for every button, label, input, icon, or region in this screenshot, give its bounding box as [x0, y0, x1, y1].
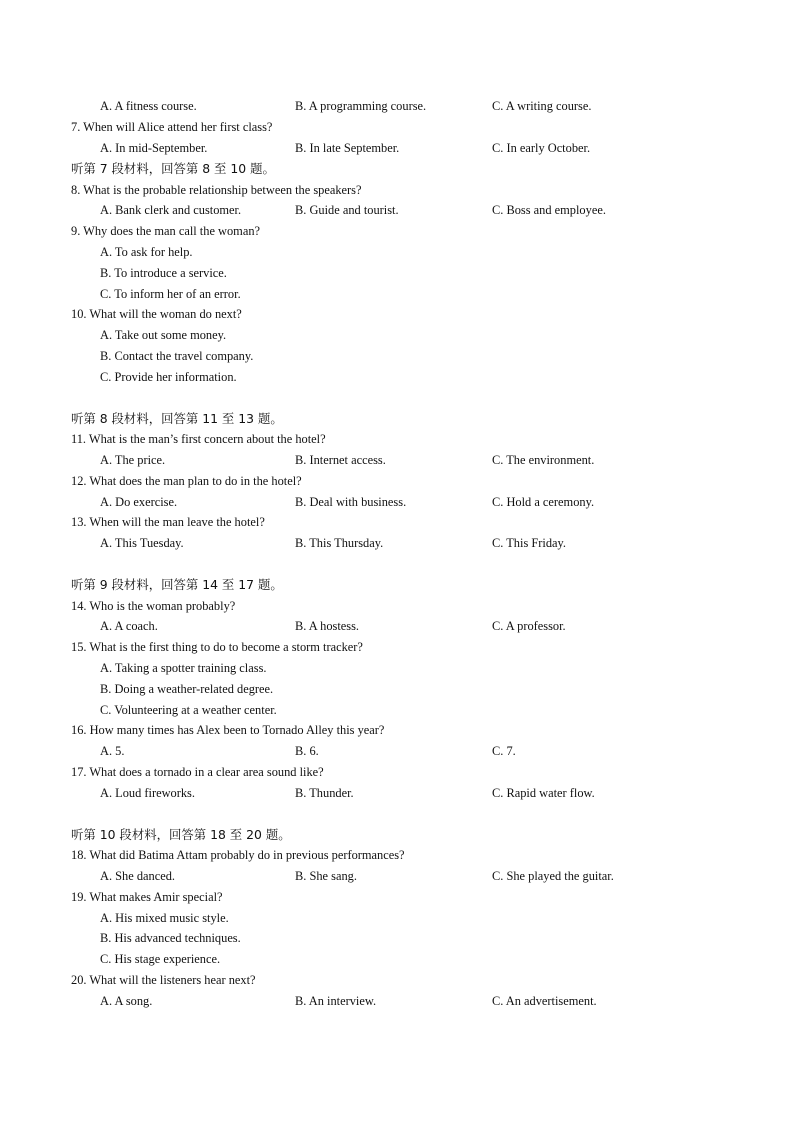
question-text: 17. What does a tornado in a clear area sound like?: [71, 765, 324, 779]
option-a: A. 5.: [100, 744, 125, 758]
option-line: [0, 949, 794, 969]
answer-option: B. Contact the travel company.: [100, 349, 254, 363]
option-c: C. She played the guitar.: [492, 869, 614, 883]
answer-option: C. His stage experience.: [100, 952, 221, 966]
option-c: C. Hold a ceremony.: [492, 495, 595, 509]
options-row: [0, 450, 794, 470]
option-b: B. This Thursday.: [295, 536, 384, 550]
section-line: [0, 159, 794, 179]
option-line: [0, 263, 794, 283]
question-line: [0, 596, 794, 616]
question-line: [0, 304, 794, 324]
question-text: 13. When will the man leave the hotel?: [71, 515, 265, 529]
question-line: [0, 471, 794, 491]
option-c: C. Boss and employee.: [492, 203, 606, 217]
question-line: [0, 970, 794, 990]
options-row: [0, 991, 794, 1011]
answer-option: B. To introduce a service.: [100, 266, 227, 280]
answer-option: B. Doing a weather-related degree.: [100, 682, 274, 696]
option-b: B. 6.: [295, 744, 319, 758]
option-b: B. In late September.: [295, 141, 400, 155]
option-line: [0, 284, 794, 304]
options-row: [0, 783, 794, 803]
options-row: [0, 138, 794, 158]
question-line: [0, 845, 794, 865]
question-text: 7. When will Alice attend her first class?: [71, 120, 273, 134]
option-line: [0, 700, 794, 720]
option-c: C. Rapid water flow.: [492, 786, 595, 800]
question-text: 11. What is the man’s first concern about the hotel?: [71, 432, 326, 446]
option-b: B. Internet access.: [295, 453, 386, 467]
question-text: 8. What is the probable relationship between the speakers?: [71, 183, 362, 197]
option-a: A. In mid-September.: [100, 141, 208, 155]
question-text: 10. What will the woman do next?: [71, 307, 242, 321]
answer-option: A. Take out some money.: [100, 328, 227, 342]
option-a: A. A coach.: [100, 619, 158, 633]
option-b: B. An interview.: [295, 994, 377, 1008]
options-row: [0, 741, 794, 761]
option-c: C. A writing course.: [492, 99, 592, 113]
option-b: B. Thunder.: [295, 786, 354, 800]
answer-option: A. His mixed music style.: [100, 911, 229, 925]
option-line: [0, 908, 794, 928]
answer-option: A. Taking a spotter training class.: [100, 661, 267, 675]
question-text: 18. What did Batima Attam probably do in previous performances?: [71, 848, 405, 862]
answer-option: C. To inform her of an error.: [100, 287, 241, 301]
options-row: [0, 533, 794, 553]
option-b: B. Deal with business.: [295, 495, 407, 509]
option-c: C. 7.: [492, 744, 516, 758]
options-row: [0, 96, 794, 116]
question-line: [0, 637, 794, 657]
option-a: A. She danced.: [100, 869, 176, 883]
option-line: [0, 242, 794, 262]
answer-option: A. To ask for help.: [100, 245, 193, 259]
option-a: A. Bank clerk and customer.: [100, 203, 242, 217]
option-line: [0, 658, 794, 678]
option-c: C. This Friday.: [492, 536, 567, 550]
option-a: A. Loud fireworks.: [100, 786, 195, 800]
section-line: [0, 575, 794, 595]
question-line: [0, 512, 794, 532]
question-line: [0, 117, 794, 137]
option-c: C. In early October.: [492, 141, 591, 155]
question-text: 9. Why does the man call the woman?: [71, 224, 261, 238]
question-text: 20. What will the listeners hear next?: [71, 973, 256, 987]
options-row: [0, 866, 794, 886]
answer-option: B. His advanced techniques.: [100, 931, 241, 945]
option-b: B. Guide and tourist.: [295, 203, 399, 217]
section-heading: 听第 10 段材料，回答第 18 至 20 题。: [71, 827, 291, 842]
question-line: [0, 887, 794, 907]
question-line: [0, 180, 794, 200]
section-heading: 听第 7 段材料，回答第 8 至 10 题。: [71, 161, 275, 176]
option-a: A. The price.: [100, 453, 166, 467]
options-row: [0, 492, 794, 512]
question-text: 14. Who is the woman probably?: [71, 599, 236, 613]
question-line: [0, 429, 794, 449]
section-heading: 听第 9 段材料，回答第 14 至 17 题。: [71, 577, 283, 592]
option-line: [0, 679, 794, 699]
section-line: [0, 409, 794, 429]
option-a: A. Do exercise.: [100, 495, 178, 509]
question-text: 16. How many times has Alex been to Tornado Alley this year?: [71, 723, 385, 737]
option-c: C. The environment.: [492, 453, 595, 467]
option-a: A. A fitness course.: [100, 99, 197, 113]
section-heading: 听第 8 段材料，回答第 11 至 13 题。: [71, 411, 283, 426]
option-b: B. She sang.: [295, 869, 357, 883]
section-line: [0, 825, 794, 845]
option-line: [0, 325, 794, 345]
option-line: [0, 928, 794, 948]
option-b: B. A hostess.: [295, 619, 360, 633]
option-c: C. A professor.: [492, 619, 566, 633]
options-row: [0, 616, 794, 636]
question-text: 12. What does the man plan to do in the hotel?: [71, 474, 302, 488]
question-text: 19. What makes Amir special?: [71, 890, 223, 904]
question-text: 15. What is the first thing to do to become a storm tracker?: [71, 640, 363, 654]
question-line: [0, 720, 794, 740]
option-c: C. An advertisement.: [492, 994, 597, 1008]
option-line: [0, 346, 794, 366]
option-line: [0, 367, 794, 387]
option-a: A. A song.: [100, 994, 153, 1008]
question-line: [0, 762, 794, 782]
option-b: B. A programming course.: [295, 99, 427, 113]
question-line: [0, 221, 794, 241]
options-row: [0, 200, 794, 220]
option-a: A. This Tuesday.: [100, 536, 184, 550]
answer-option: C. Volunteering at a weather center.: [100, 703, 277, 717]
answer-option: C. Provide her information.: [100, 370, 237, 384]
